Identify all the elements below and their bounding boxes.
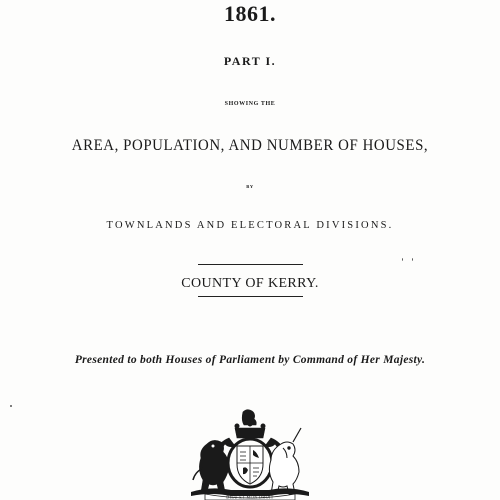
part-heading: PART I. [223,54,277,68]
county-name: COUNTY OF KERRY. [181,276,319,291]
by-label: BY [246,184,254,189]
scan-speck [10,405,12,407]
scan-speck [402,258,403,261]
royal-coat-of-arms-icon [185,408,315,500]
divider-top [198,264,303,265]
scan-speck [412,258,413,261]
report-year: 1861. [224,1,276,26]
showing-the-label: SHOWING THE [224,101,276,107]
crest-motto: DIEU ET MON DROIT [226,494,274,500]
report-subtitle: TOWNLANDS AND ELECTORAL DIVISIONS. [106,220,394,231]
presentation-note: Presented to both Houses of Parliament by Command of Her Majesty. [74,354,426,366]
divider-bottom [198,296,303,297]
report-title: AREA, POPULATION, AND NUMBER OF HOUSES, [71,137,429,154]
